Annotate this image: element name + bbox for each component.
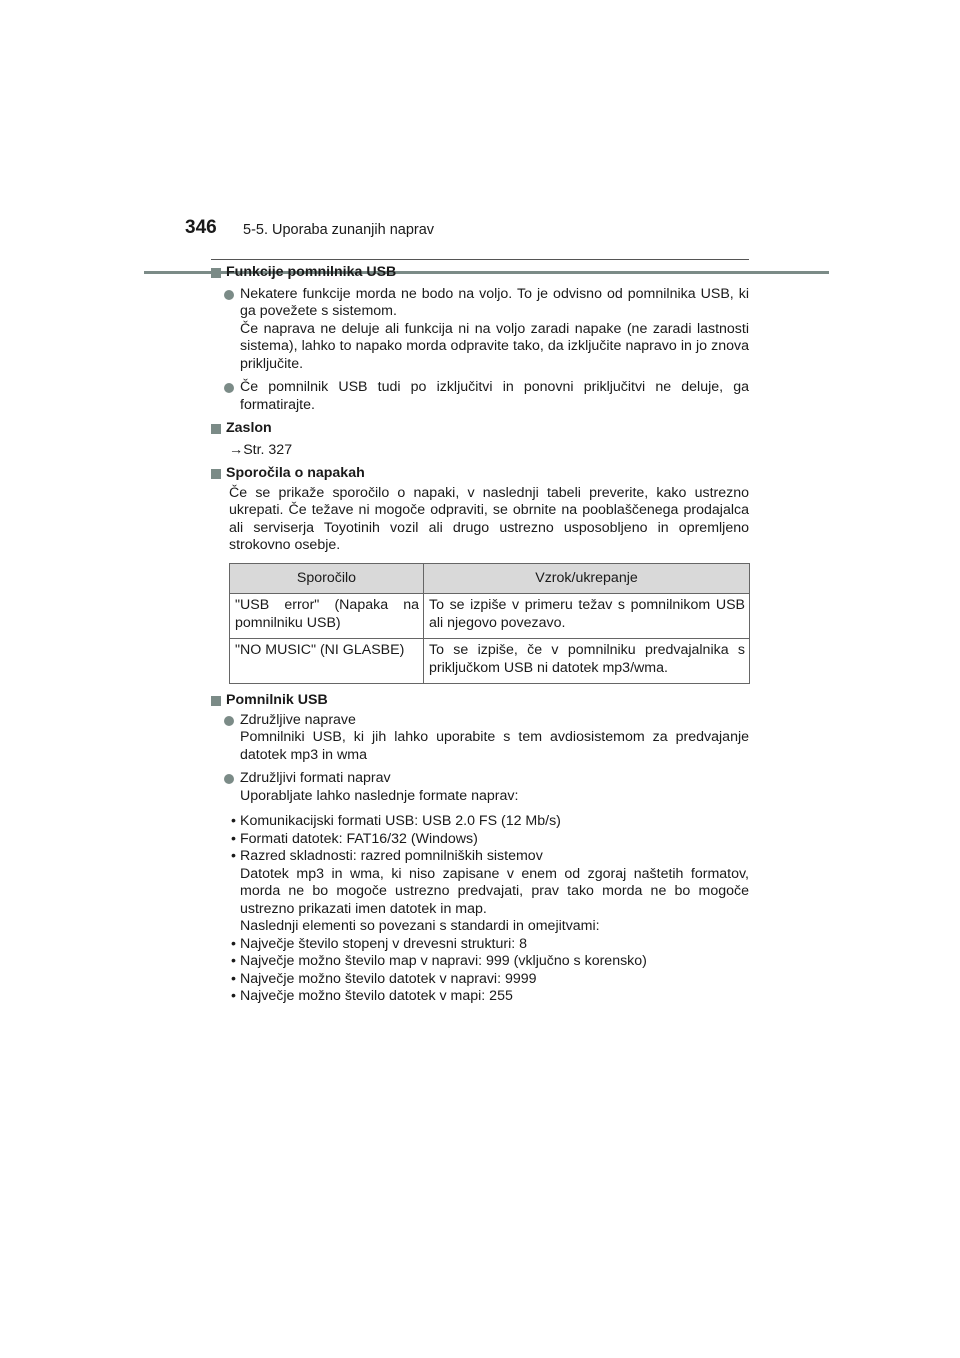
- limits-intro: Naslednji elementi so povezani s standardi in omejitvami:: [240, 918, 600, 934]
- list-item: • Največje možno število datotek v napravi: 9999: [231, 970, 537, 987]
- circle-bullet-icon: [224, 716, 234, 726]
- heading-display: Zaslon: [211, 420, 749, 438]
- table-cell-cause: To se izpiše, če v pomnilniku predvajalnika s priključkom USB ni datotek mp3/wma.: [424, 639, 750, 684]
- square-bullet-icon: [211, 696, 221, 706]
- error-messages-table: [229, 563, 750, 685]
- errors-text: Če se prikaže sporočilo o napaki, v naslednji tabeli preverite, kako ustrezno ukrepati. Če težave ni mogoče odpraviti, se obrnite na pooblaščenega prodajalca ali serviserja Toyotinih vozil ali drugo ustrezno usposobljeno in opremljeno strokovno osebje.: [229, 484, 749, 553]
- circle-bullet-icon: [224, 290, 234, 300]
- table-header-message: Sporočilo: [230, 563, 424, 594]
- heading-usb-functions: Funkcije pomnilnika USB: [211, 264, 749, 282]
- circle-bullet-icon: [224, 774, 234, 784]
- table-header-row: [230, 563, 750, 594]
- heading-usb-memory: Pomnilnik USB: [211, 692, 749, 710]
- list-item: • Največje možno število map v napravi: 999 (vključno s korensko): [231, 953, 647, 969]
- list-item: • Formati datotek: FAT16/32 (Windows): [231, 830, 478, 847]
- format-note: Datotek mp3 in wma, ki niso zapisane v enem od zgoraj naštetih formatov, morda ne bo mogoče ustrezno predvajati, prav tako morda ne bo mogoče ustrezno prikazati imen datotek in map.: [240, 865, 749, 917]
- table-cell-message: "NO MUSIC" (NI GLASBE): [230, 639, 424, 684]
- paragraph-compatible-devices: Združljive naprave Pomnilniki USB, ki jih lahko uporabite s tem avdiosistemom za predvajanje datotek mp3 in wma: [211, 712, 749, 765]
- square-bullet-icon: [211, 268, 221, 278]
- paragraph-usb-functions-2: Če pomnilnik USB tudi po izključitvi in ponovni priključitvi ne deluje, ga formatirajte.: [211, 379, 749, 414]
- table-row: [230, 594, 750, 639]
- square-bullet-icon: [211, 424, 221, 434]
- heading-errors: Sporočila o napakah: [211, 465, 749, 483]
- page-number: 346: [185, 217, 217, 238]
- table-row: [230, 639, 750, 684]
- list-item: • Največje možno število datotek v mapi: 255: [231, 988, 513, 1004]
- list-item: • Največje število stopenj v drevesni strukturi: 8: [231, 935, 528, 952]
- section-title: 5-5. Uporaba zunanjih naprav: [243, 222, 435, 238]
- table-header-cause: Vzrok/ukrepanje: [424, 563, 750, 594]
- square-bullet-icon: [211, 469, 221, 479]
- circle-bullet-icon: [224, 383, 234, 393]
- paragraph-compatible-formats: Združljivi formati naprav Uporabljate lahko naslednje formate naprav:: [211, 770, 749, 805]
- page-reference: →Str. 327: [229, 441, 293, 458]
- table-cell-message: "USB error" (Napaka na pomnilniku USB): [230, 594, 424, 639]
- top-divider: [211, 259, 749, 260]
- list-item: • Komunikacijski formati USB: USB 2.0 FS (12 Mb/s): [231, 813, 561, 829]
- paragraph-usb-functions-1: Nekatere funkcije morda ne bodo na voljo. To je odvisno od pomnilnika USB, ki ga povežete s sistemom. Če naprava ne deluje ali funkcija ni na voljo zaradi napake (ne zaradi lastnosti sistema), lahko to napako morda odpravite tako, da izključite napravo in jo znova priključite.: [211, 286, 749, 374]
- table-cell-cause: To se izpiše v primeru težav s pomnilnikom USB ali njegovo povezavo.: [424, 594, 750, 639]
- page-content: [211, 264, 749, 1006]
- list-item: • Razred skladnosti: razred pomnilniških sistemov: [231, 848, 543, 864]
